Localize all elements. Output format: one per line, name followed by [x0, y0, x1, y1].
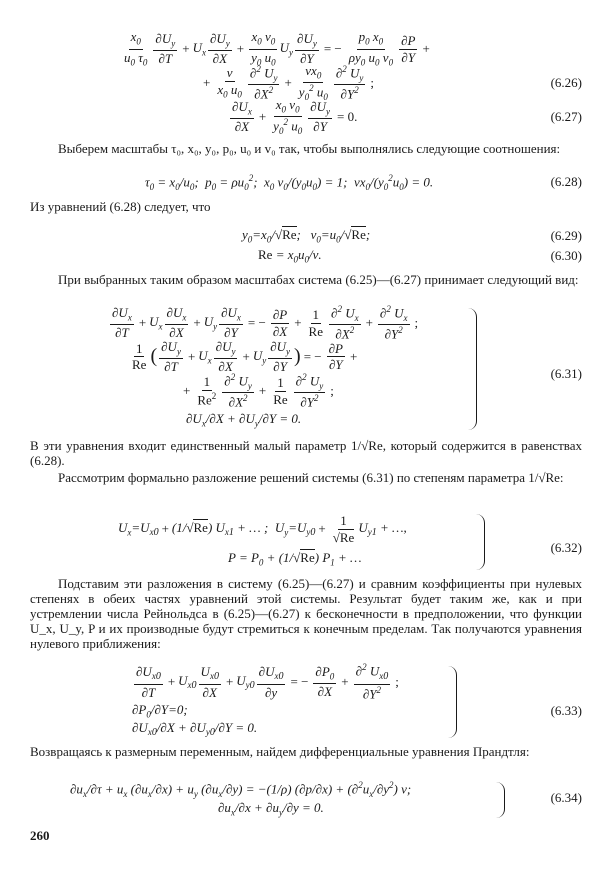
equation-6-34-line1: $\partial u_x/\partial\tau + u_x$ $(\partial u_x/\partial x) + u_y$ $(\partial u_x/\partial y) = -(1/\rho) (\partial p/\partial x) + (\partial^2u_x/\partial y^2)$ ν; (6.34) [70, 779, 582, 805]
equation-number: (6.28) [550, 174, 582, 189]
paragraph-small-parameter: В эти уравнения входит единственный малый параметр 1/√Re, который содержится в равенствах (6.28). [30, 438, 582, 468]
equation-6-28: $\tau_0 = x_0/u_0$; $p_0 = \rho u_0^2$; $x_0$ $v_0/(y_0u_0) = 1$; $\nu x_0/(y_0^2u_0) = 0$. (6.28) [145, 172, 582, 192]
equation-6-32-line2: $P = P_0 + (1/√Re) P_1$ + … (6.32) [228, 540, 582, 568]
equation-6-31-line2: $\frac{1}{Re}$ ( $\frac{\partial U_y}{\partial T}$ + $U_x$ $\frac{\partial U_y}{\partial X}$ + $U_y$ $\frac{\partial U_y}{\partial Y}$ ) = − $\frac{\partial P}{\partial Y}$ + (6.31) [132, 339, 582, 381]
equation-6-31-line4: $\partial U_x/\partial X + \partial U_y/\partial Y = 0$. [186, 411, 302, 429]
paragraph-from-equations: Из уравнений (6.28) следует, что [30, 199, 211, 214]
paragraph-substitute: Подставим эти разложения в систему (6.25)—(6.27) и сравним коэффициенты при нулевых степенях в обеих частях уравнений этой системы. Результат будет таким же, как и при устремлении числа Рейнольдса в (6.25)—(6.27) к бесконечности в предположении, что функции U_x, U_y, P и их производные будут стремиться к конечным пределам. Так получаются уравнения нулевого приближения: [30, 576, 582, 651]
equation-6-31-line3: + $\frac{1}{Re^2}$ $\frac{\partial^2 U_y}{\partial X^2}$ + $\frac{1}{Re}$ $\frac{\partial^2 U_y}{\partial Y^2}$ ; [183, 371, 334, 410]
paragraph-prandtl: Возвращаясь к размерным переменным, найдем дифференциальные уравнения Прандтля: [30, 744, 530, 759]
equation-number: (6.26) [550, 75, 582, 90]
equation-6-30: $Re = x_0u_0/\nu$. (6.30) [258, 247, 582, 265]
equation-6-34-line2: $\partial u_x/\partial x + \partial u_y/\partial y = 0$. [218, 800, 324, 818]
page-number: 260 [30, 828, 50, 843]
equation-6-33-line2: $\partial P_0/\partial Y=0$; (6.33) [132, 702, 582, 720]
brace-6-33 [448, 666, 457, 738]
equation-number: (6.32) [550, 540, 582, 555]
paragraph-system-form: При выбранных таким образом масштабах система (6.25)—(6.27) принимает следующий вид: [58, 272, 579, 287]
equation-number: (6.29) [550, 228, 582, 243]
equation-number: (6.33) [550, 703, 582, 718]
equation-6-31-line1: $\frac{\partial U_x}{\partial T}$ + $U_x$ $\frac{\partial U_x}{\partial X}$ + $U_y$ $\frac{\partial U_x}{\partial Y}$ = − $\frac{\partial P}{\partial X}$ + $\frac{1}{Re}$ $\frac{\partial^2 U_x}{\partial X^2}$ + $\frac{\partial^2 U_x}{\partial Y^2}$ ; [112, 303, 419, 342]
paragraph-expansion: Рассмотрим формально разложение решений системы (6.31) по степеням параметра 1/√Re: [58, 470, 564, 485]
brace-6-31 [468, 308, 477, 430]
equation-number: (6.34) [550, 790, 582, 805]
equation-6-33-line3: $\partial U_{x0}/\partial X + \partial U_{y0}/\partial Y = 0$. [132, 719, 258, 739]
equation-6-32-line1: $U_x=U_{x0}$ + (1/√Re) $U_{x1}$ + … ; $U_y=U_{y0}$ + $\frac{1}{√Re}$ $U_{y1}$ + …, [118, 512, 407, 545]
equation-number: (6.31) [550, 366, 582, 381]
equation-6-26-line2: + $\frac{\nu}{x_0 u_0}$ $\frac{\partial^2 U_y}{\partial X^2}$ + $\frac{\nu x_0}{y_0^2 u_0}$ $\frac{\partial^2 U_y}{\partial Y^2}$ ; (6.26) [203, 62, 582, 102]
equation-6-27: $\frac{\partial U_x}{\partial X}$ + $\frac{x_0 v_0}{y_0^2 u_0}$ $\frac{\partial U_y}{\partial Y}$ = 0. (6.27) [232, 96, 582, 136]
equation-6-26-line1: $\frac{x_0}{u_0 \tau_0}$ $\frac{\partial U_y}{\partial T}$ + $U_x$ $\frac{\partial U_y}{\partial X}$ + $\frac{x_0 v_0}{y_0 u_0}$ $U_y$ $\frac{\partial U_y}{\partial Y}$ = − $\frac{p_0 x_0}{\rho y_0 u_0 v_0}$ $\frac{\partial P}{\partial Y}$ + [124, 29, 430, 68]
paragraph-scales: Выберем масштабы τ₀, x₀, y₀, p₀, u₀ и v₀ так, чтобы выполнялись следующие соотношения: [58, 141, 561, 156]
equation-6-33-line1: $\frac{\partial U_{x0}}{\partial T}$ + $U_{x0}$ $\frac{U_{x0}}{\partial X}$ + $U_{y0}$ $\frac{\partial U_{x0}}{\partial y}$ = − $\frac{\partial P_0}{\partial X}$ + $\frac{\partial^2 U_{x0}}{\partial Y^2}$ ; [136, 662, 399, 702]
brace-6-34 [496, 782, 505, 818]
equation-number: (6.30) [550, 248, 582, 263]
brace-6-32 [476, 514, 485, 570]
equation-number: (6.27) [550, 109, 582, 124]
equation-6-29: $y_0=x_0/√Re$; $v_0=u_0/√Re$; (6.29) [242, 227, 582, 245]
